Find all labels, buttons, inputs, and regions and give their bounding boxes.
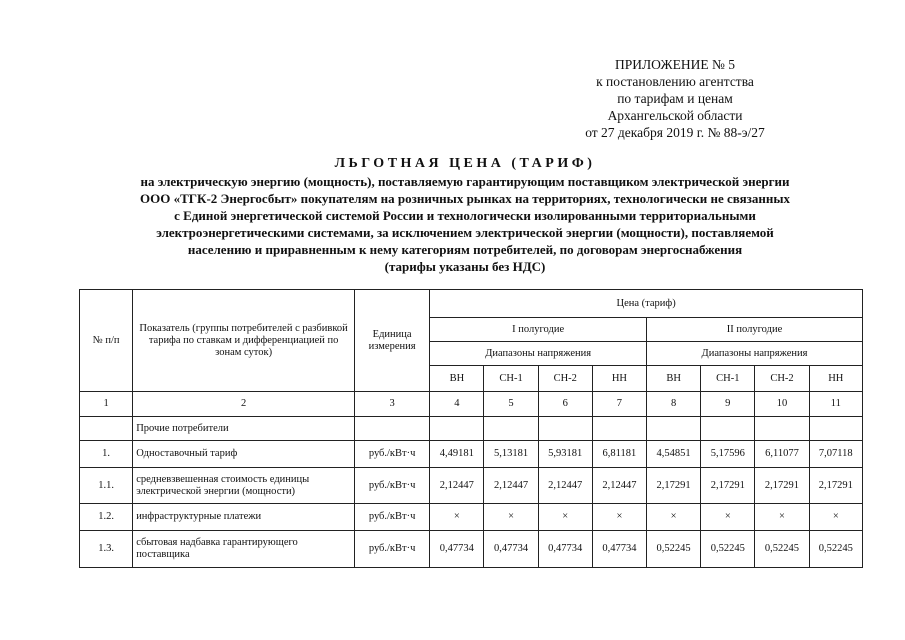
document-subtitle-line: с Единой энергетической системой России и технологически изолированными территориальными <box>174 208 756 223</box>
row-value: 2,17291 <box>701 468 755 504</box>
row-name: инфраструктурные платежи <box>133 504 355 531</box>
row-value: × <box>484 504 538 531</box>
row-value: 2,17291 <box>755 468 809 504</box>
row-value: 5,17596 <box>701 441 755 468</box>
table-row <box>80 441 863 468</box>
group-empty-cell <box>430 417 484 441</box>
column-number-row <box>80 392 863 417</box>
document-subtitle-line: электроэнергетическими системами, за исключением электрической энергии (мощности), поставляемой <box>156 225 774 240</box>
column-number: 11 <box>809 392 862 417</box>
column-number: 1 <box>80 392 133 417</box>
row-value: 0,47734 <box>592 531 646 568</box>
group-empty-cell <box>592 417 646 441</box>
row-name: сбытовая надбавка гарантирующего поставщика <box>133 531 355 568</box>
document-subtitle-line: ООО «ТГК-2 Энергосбыт» покупателям на розничных рынках на территориях, технологически не связанных <box>140 191 790 206</box>
header-level: ВН <box>647 366 701 392</box>
document-title: ЛЬГОТНАЯ ЦЕНА (ТАРИФ) <box>334 156 596 171</box>
tariff-table <box>79 289 863 568</box>
group-num-cell <box>80 417 133 441</box>
row-value: × <box>538 504 592 531</box>
header-level: СН-1 <box>484 366 538 392</box>
group-row <box>80 417 863 441</box>
column-number: 9 <box>701 392 755 417</box>
header-row <box>80 290 863 318</box>
row-value: 4,54851 <box>647 441 701 468</box>
row-value: 7,07118 <box>809 441 862 468</box>
column-number: 10 <box>755 392 809 417</box>
group-empty-cell <box>484 417 538 441</box>
row-num: 1.3. <box>80 531 133 568</box>
row-name: Одноставочный тариф <box>133 441 355 468</box>
document-heading <box>50 154 880 275</box>
row-unit: руб./кВт·ч <box>355 504 430 531</box>
row-value: 0,47734 <box>484 531 538 568</box>
appendix-block <box>540 56 810 141</box>
header-half-1: I полугодие <box>430 318 647 342</box>
row-value: 5,13181 <box>484 441 538 468</box>
row-num: 1.2. <box>80 504 133 531</box>
column-number: 4 <box>430 392 484 417</box>
document-subtitle-line: на электрическую энергию (мощность), поставляемую гарантирующим поставщиком электрической энергии <box>140 174 790 189</box>
appendix-title: ПРИЛОЖЕНИЕ № 5 <box>614 57 736 72</box>
row-unit: руб./кВт·ч <box>355 441 430 468</box>
header-level: СН-2 <box>755 366 809 392</box>
header-num: № п/п <box>80 290 133 392</box>
header-level: СН-1 <box>701 366 755 392</box>
header-level: НН <box>809 366 862 392</box>
column-number: 2 <box>133 392 355 417</box>
row-value: 0,52245 <box>701 531 755 568</box>
row-value: × <box>592 504 646 531</box>
row-value: 2,12447 <box>430 468 484 504</box>
group-empty-cell <box>701 417 755 441</box>
row-unit: руб./кВт·ч <box>355 531 430 568</box>
column-number: 6 <box>538 392 592 417</box>
row-value: × <box>647 504 701 531</box>
column-number: 5 <box>484 392 538 417</box>
row-value: 2,12447 <box>592 468 646 504</box>
group-empty-cell <box>647 417 701 441</box>
group-label: Прочие потребители <box>133 417 355 441</box>
row-value: × <box>701 504 755 531</box>
header-price: Цена (тариф) <box>430 290 863 318</box>
row-value: 5,93181 <box>538 441 592 468</box>
table-row <box>80 468 863 504</box>
column-number: 7 <box>592 392 646 417</box>
appendix-line: Архангельской области <box>607 108 743 123</box>
row-value: 2,17291 <box>647 468 701 504</box>
row-value: 2,17291 <box>809 468 862 504</box>
header-ranges-1: Диапазоны напряжения <box>430 342 647 366</box>
column-number: 8 <box>647 392 701 417</box>
row-value: 6,11077 <box>755 441 809 468</box>
document-subtitle-line: населению и приравненным к нему категориям потребителей, по договорам энергоснабжения <box>187 242 743 257</box>
row-num: 1. <box>80 441 133 468</box>
column-number: 3 <box>355 392 430 417</box>
row-value: 0,52245 <box>809 531 862 568</box>
appendix-date-line: от 27 декабря 2019 г. № 88-э/27 <box>585 125 765 140</box>
row-value: 4,49181 <box>430 441 484 468</box>
table-row <box>80 504 863 531</box>
row-value: 0,52245 <box>755 531 809 568</box>
header-level: СН-2 <box>538 366 592 392</box>
header-indicator: Показатель (группы потребителей с разбивкой тарифа по ставкам и дифференциацией по зонам суток) <box>133 290 355 392</box>
row-value: 0,47734 <box>538 531 592 568</box>
header-level: ВН <box>430 366 484 392</box>
row-value: × <box>430 504 484 531</box>
table-row <box>80 531 863 568</box>
group-empty-cell <box>355 417 430 441</box>
group-empty-cell <box>755 417 809 441</box>
row-unit: руб./кВт·ч <box>355 468 430 504</box>
row-name: средневзвешенная стоимость единицы электрической энергии (мощности) <box>133 468 355 504</box>
row-value: 2,12447 <box>484 468 538 504</box>
appendix-line: к постановлению агентства <box>596 74 754 89</box>
header-level: НН <box>592 366 646 392</box>
row-value: 6,81181 <box>592 441 646 468</box>
header-ranges-2: Диапазоны напряжения <box>647 342 863 366</box>
header-half-2: II полугодие <box>647 318 863 342</box>
row-value: 0,47734 <box>430 531 484 568</box>
group-empty-cell <box>538 417 592 441</box>
row-num: 1.1. <box>80 468 133 504</box>
appendix-line: по тарифам и ценам <box>617 91 733 106</box>
document-subtitle-line: (тарифы указаны без НДС) <box>384 259 546 274</box>
header-unit: Единица измерения <box>355 290 430 392</box>
row-value: 0,52245 <box>647 531 701 568</box>
group-empty-cell <box>809 417 862 441</box>
row-value: 2,12447 <box>538 468 592 504</box>
row-value: × <box>755 504 809 531</box>
row-value: × <box>809 504 862 531</box>
